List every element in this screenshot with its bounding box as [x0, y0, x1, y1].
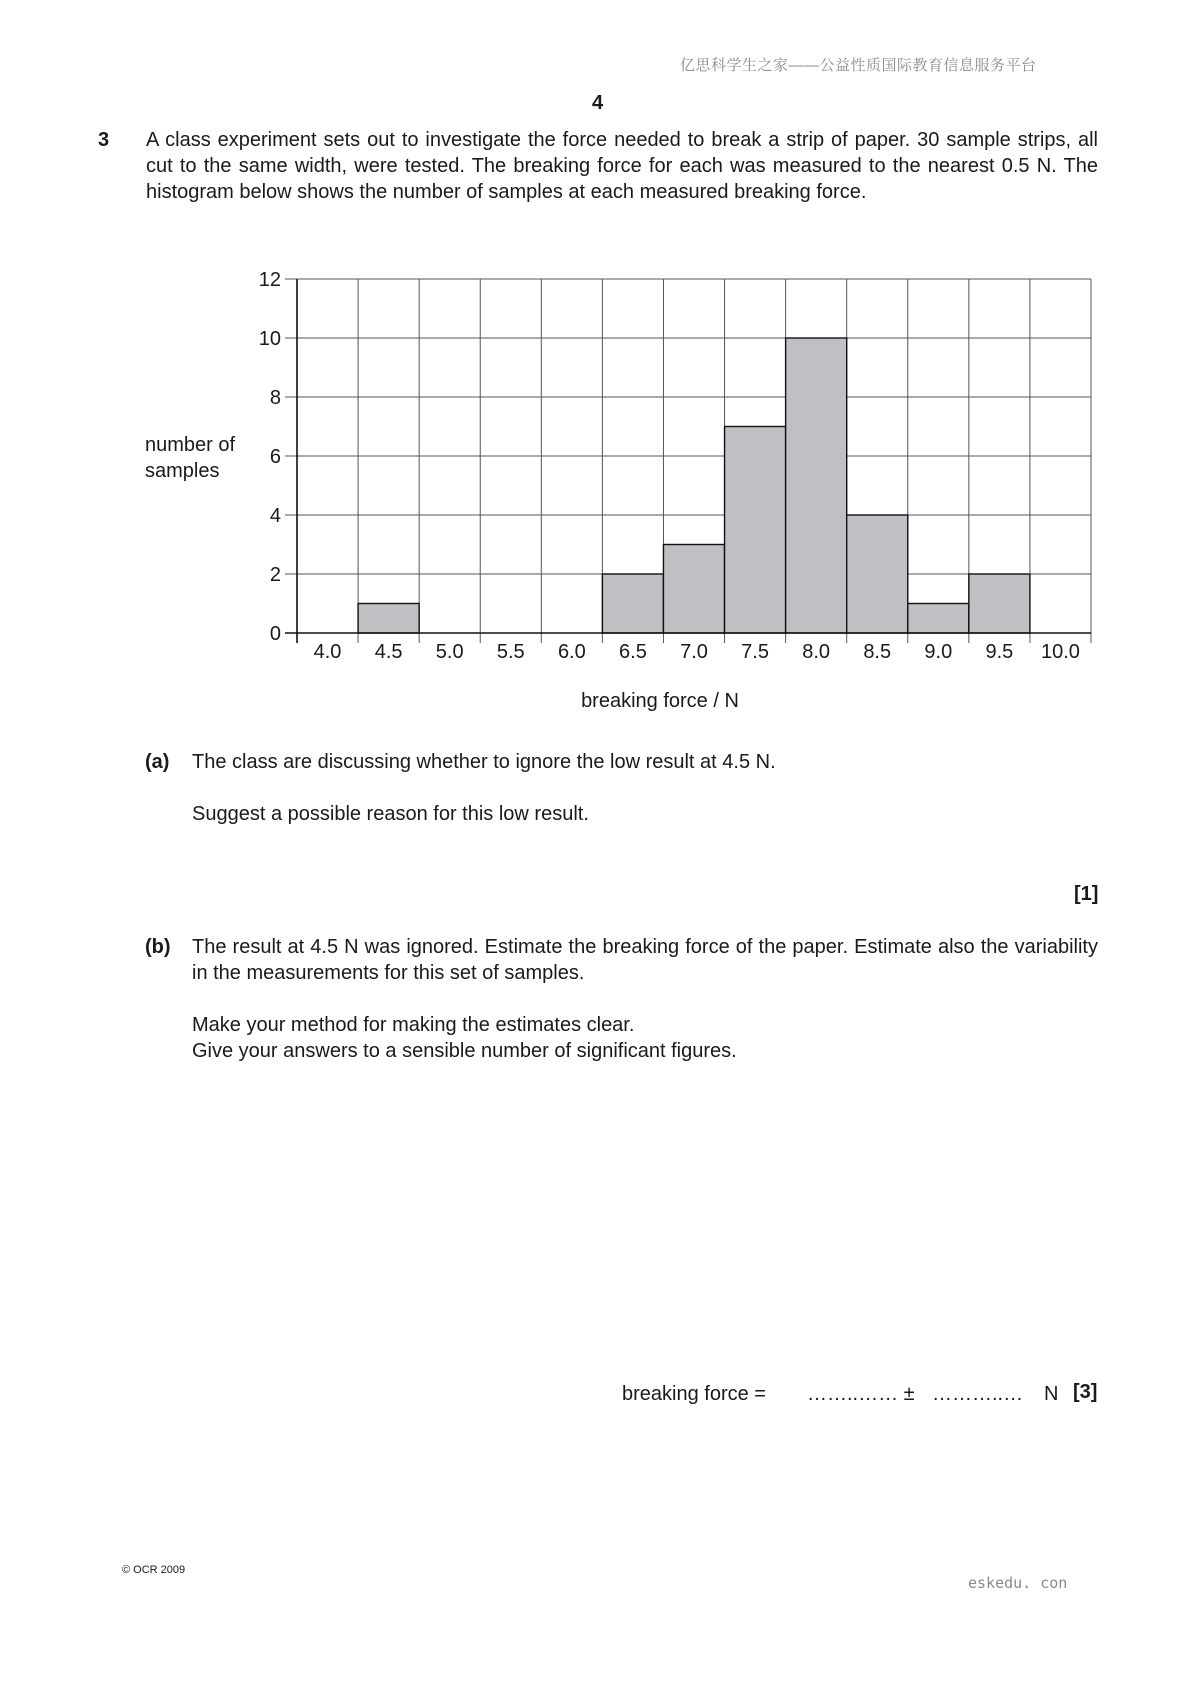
part-a-line2: Suggest a possible reason for this low result.	[192, 803, 589, 825]
x-tick-label-7.0: 7.0	[680, 641, 708, 663]
question-number: 3	[98, 129, 110, 151]
watermark-top: 亿思科学生之家——公益性质国际教育信息服务平台	[680, 57, 1037, 74]
bar-6.5	[602, 574, 663, 633]
x-tick-label-9.5: 9.5	[985, 641, 1014, 663]
x-tick-label-8.5: 8.5	[863, 641, 892, 663]
x-tick-label-4.0: 4.0	[313, 641, 342, 663]
bar-8.0	[786, 338, 847, 633]
bar-9.5	[969, 574, 1030, 633]
bar-7.0	[663, 545, 724, 634]
bar-9.0	[908, 604, 969, 634]
part-a-line1: The class are discussing whether to ignore the low result at 4.5 N.	[192, 751, 776, 773]
x-tick-label-6.0: 6.0	[557, 641, 586, 663]
part-a-marks: [1]	[1074, 883, 1099, 905]
answer-label: breaking force =	[622, 1383, 766, 1405]
x-tick-label-8.0: 8.0	[802, 641, 831, 663]
y-axis-label-line1: number of	[145, 434, 236, 456]
bar-8.5	[847, 515, 908, 633]
watermark-bottom: eskedu. con	[968, 1574, 1068, 1592]
part-b-line2: Make your method for making the estimates clear.	[192, 1014, 635, 1036]
answer-unit: N	[1044, 1383, 1059, 1405]
chart-bars	[358, 338, 1030, 633]
y-tick-label-8: 8	[269, 387, 281, 409]
part-b-para1: The result at 4.5 N was ignored. Estimate the breaking force of the paper. Estimate also the variability in the measurements for this set of samples.	[192, 936, 1098, 984]
answer-blank-value[interactable]: ……..…… ±	[807, 1383, 915, 1405]
histogram-chart	[0, 0, 1190, 720]
bar-7.5	[725, 427, 786, 634]
page-number: 4	[592, 92, 604, 114]
part-b-label: (b)	[145, 936, 171, 958]
x-tick-label-5.5: 5.5	[496, 641, 525, 663]
x-tick-label-10.0: 10.0	[1040, 641, 1080, 663]
part-a-label: (a)	[145, 751, 170, 773]
x-tick-label-4.5: 4.5	[374, 641, 403, 663]
x-tick-label-9.0: 9.0	[924, 641, 953, 663]
y-tick-label-12: 12	[258, 269, 281, 291]
y-axis-label-line2: samples	[145, 460, 220, 482]
footer-copyright: © OCR 2009	[122, 1564, 186, 1576]
x-tick-label-7.5: 7.5	[741, 641, 769, 663]
part-b-line3: Give your answers to a sensible number of significant figures.	[192, 1040, 737, 1062]
y-tick-label-0: 0	[269, 623, 281, 645]
x-tick-label-6.5: 6.5	[619, 641, 647, 663]
y-tick-label-10: 10	[258, 328, 281, 350]
part-b-marks: [3]	[1073, 1381, 1098, 1403]
y-tick-label-2: 2	[269, 564, 281, 586]
x-axis-label: breaking force / N	[581, 690, 739, 712]
y-tick-label-6: 6	[269, 446, 281, 468]
answer-blank-uncertainty[interactable]: ………..…	[932, 1383, 1024, 1405]
y-tick-label-4: 4	[269, 505, 281, 527]
question-stem: A class experiment sets out to investigate the force needed to break a strip of paper. 30 sample strips, all cut to the same width, were tested. The breaking force for each was measured to the nearest 0.5 N. The histogram below shows the number of samples at each measured breaking force.	[146, 129, 1098, 203]
bar-4.5	[358, 604, 419, 634]
x-tick-label-5.0: 5.0	[435, 641, 464, 663]
